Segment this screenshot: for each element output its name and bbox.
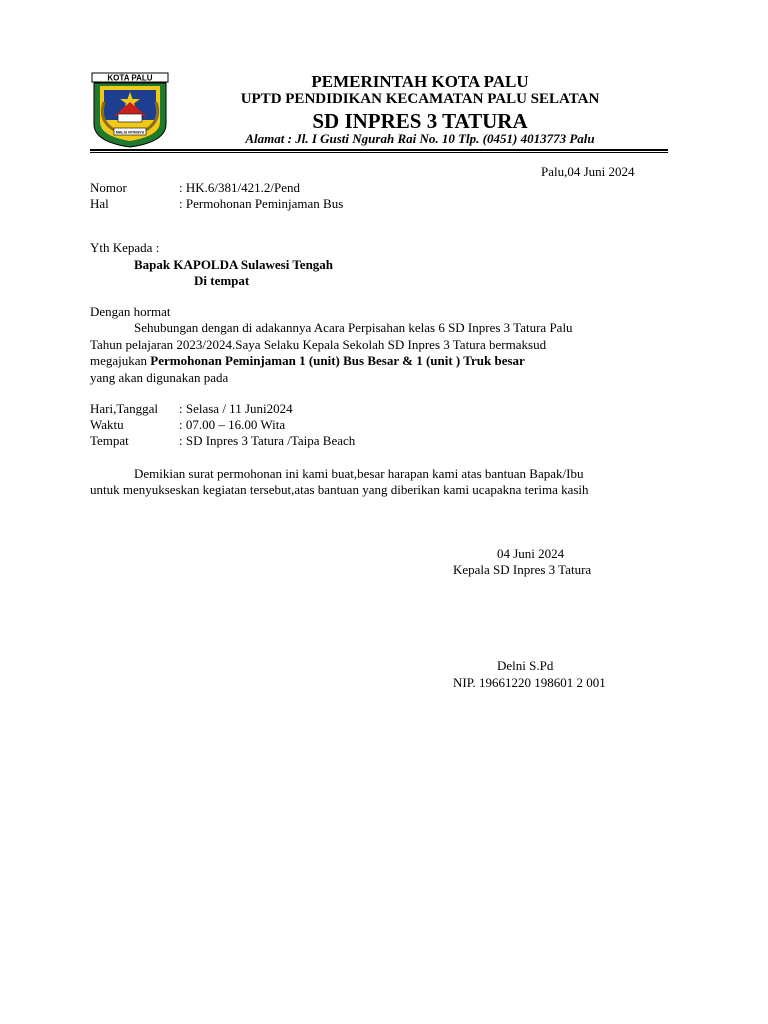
letterhead-rule-thick	[90, 149, 668, 151]
letterhead-rule-thin	[90, 152, 668, 153]
nomor-label: Nomor	[90, 180, 127, 195]
place-date: Palu,04 Juni 2024	[541, 164, 635, 179]
waktu-label: Waktu	[90, 417, 124, 432]
closing-line: untuk menyukseskan kegiatan tersebut,atas bantuan yang diberikan kami ucapakna terima kasih	[90, 482, 589, 497]
greeting: Dengan hormat	[90, 304, 171, 319]
signatory-nip: NIP. 19661220 198601 2 001	[453, 675, 606, 690]
addressee-intro: Yth Kepada :	[90, 240, 160, 255]
recipient-place: Di tempat	[194, 273, 250, 288]
waktu-value: : 07.00 – 16.00 Wita	[179, 417, 286, 432]
request-lead: megajukan	[90, 353, 151, 368]
tempat-value: : SD Inpres 3 Tatura /Taipa Beach	[179, 433, 356, 448]
letterhead-government: PEMERINTAH KOTA PALU	[311, 72, 529, 91]
hal-label: Hal	[90, 196, 109, 211]
emblem-top-label: KOTA PALU	[107, 73, 153, 83]
kota-palu-emblem	[90, 72, 170, 148]
hari-value: : Selasa / 11 Juni2024	[179, 401, 293, 416]
letterhead-department: UPTD PENDIDIKAN KECAMATAN PALU SELATAN	[240, 91, 600, 107]
tempat-label: Tempat	[90, 433, 129, 448]
request-subject: Permohonan Peminjaman 1 (unit) Bus Besar & 1 (unit ) Truk besar	[150, 353, 525, 368]
paragraph-line: Sehubungan dengan di adakannya Acara Perpisahan kelas 6 SD Inpres 3 Tatura Palu	[134, 320, 573, 335]
signatory-name: Delni S.Pd	[497, 658, 554, 673]
recipient-name: Bapak KAPOLDA Sulawesi Tengah	[134, 257, 334, 272]
nomor-value: : HK.6/381/421.2/Pend	[179, 180, 300, 195]
letterhead-address: Alamat : Jl. I Gusti Ngurah Rai No. 10 Tlp. (0451) 4013773 Palu	[245, 131, 595, 146]
hal-value: : Permohonan Peminjaman Bus	[179, 196, 344, 211]
emblem-banner-label: MALIU NTINUVU	[115, 130, 145, 135]
paragraph-line: Tahun pelajaran 2023/2024.Saya Selaku Kepala Sekolah SD Inpres 3 Tatura bermaksud	[90, 337, 547, 352]
signature-date: 04 Juni 2024	[497, 546, 565, 561]
closing-line: Demikian surat permohonan ini kami buat,besar harapan kami atas bantuan Bapak/Ibu	[134, 466, 584, 481]
letterhead-school-name: SD INPRES 3 TATURA	[312, 109, 528, 133]
paragraph-line: yang akan digunakan pada	[90, 370, 229, 385]
paragraph-line-request	[90, 353, 525, 369]
hari-label: Hari,Tanggal	[90, 401, 159, 416]
signatory-position: Kepala SD Inpres 3 Tatura	[453, 562, 592, 577]
